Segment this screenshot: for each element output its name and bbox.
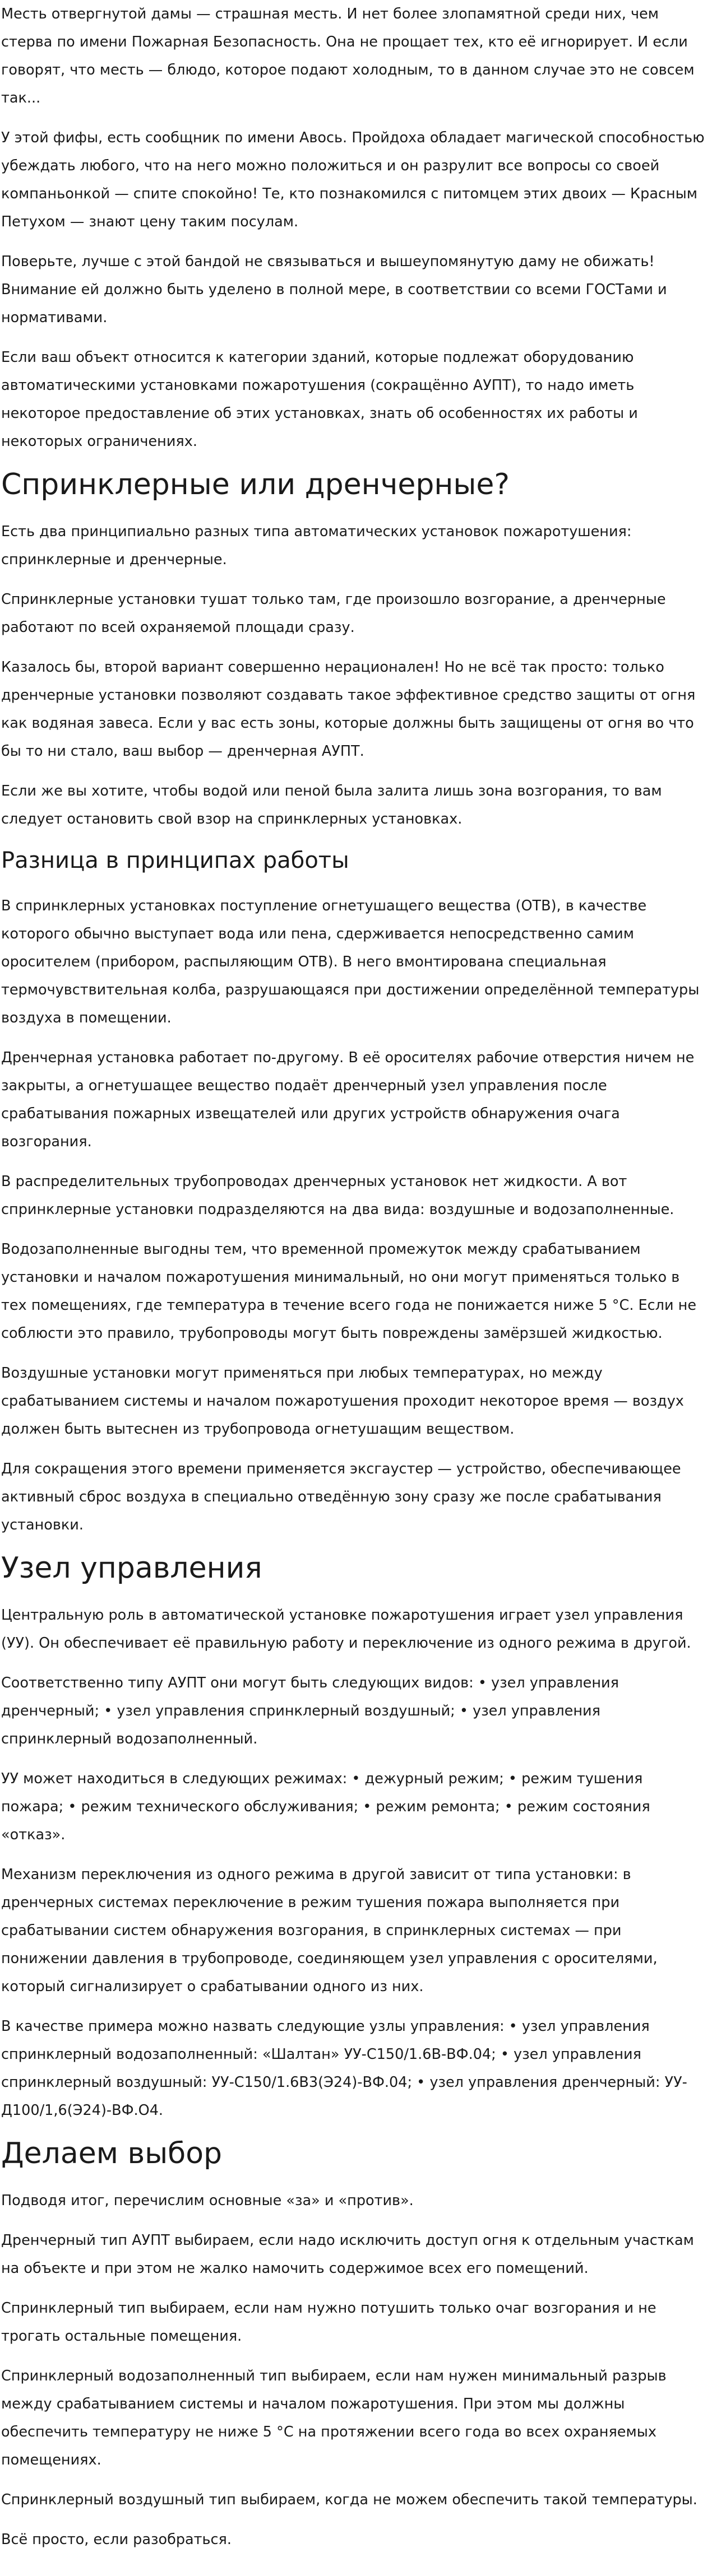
section-heading: Узел управления (1, 1551, 262, 1585)
paragraph: Механизм переключения из одного режима в другой зависит от типа установки: в дренчерных системах переключение в режим тушения пожара выполняется при срабатывании систем обнаружения возгорания, в спринклерных системах — при понижении давления в трубопроводе, соединяющем узел управления с оросителями, который сигнализирует о срабатывании одного из них. (1, 1866, 658, 1995)
subsection-heading: Разница в принципах работы (1, 848, 349, 873)
paragraph: У этой фифы, есть сообщник по имени Авось. Пройдоха обладает магической способностью убеждать любого, что на него можно положиться и он разрулит все вопросы со своей компаньонкой — спите спокойно! Те, кто познакомился с питомцем этих двоих — Красным Петухом — знают цену таким посулам. (1, 129, 705, 230)
paragraph: Воздушные установки могут применяться при любых температурах, но между срабатыванием системы и началом пожаротушения проходит некоторое время — воздух должен быть вытеснен из трубопровода огнетушащим веществом. (1, 1365, 684, 1438)
paragraph: Спринклерный водозаполненный тип выбираем, если нам нужен минимальный разрыв между срабатыванием системы и началом пожаротушения. При этом мы должны обеспечить температуру не ниже 5 °С на протяжении всего года во всех охраняемых помещениях. (1, 2368, 667, 2468)
paragraph: Для сокращения этого времени применяется эксгаустер — устройство, обеспечивающее активный сброс воздуха в специально отведённую зону сразу же после срабатывания установки. (1, 1461, 681, 1533)
paragraph: Центральную роль в автоматической установке пожаротушения играет узел управления (УУ). Он обеспечивает её правильную работу и переключение из одного режима в другой. (1, 1607, 691, 1652)
paragraph: Если ваш объект относится к категории зданий, которые подлежат оборудованию автоматическими установками пожаротушения (сокращённо АУПТ), то надо иметь некоторое предоставление об этих установках, знать об особенностях их работы и некоторых ограничениях. (1, 349, 638, 450)
paragraph: Водозаполненные выгодны тем, что временной промежуток между срабатыванием установки и началом пожаротушения минимальный, но они могут применяться только в тех помещениях, где температура в течение всего года не понижается ниже 5 °С. Если не соблюсти это правило, трубопроводы могут быть повреждены замёрзшей жидкостью. (1, 1241, 697, 1342)
paragraph: Дренчерная установка работает по-другому. В её оросителях рабочие отверстия ничем не закрыты, а огнетушащее вещество подаёт дренчерный узел управления после срабатывания пожарных извещателей или других устройств обнаружения очага возгорания. (1, 1049, 695, 1150)
paragraph: В спринклерных установках поступление огнетушащего вещества (ОТВ), в качестве которого обычно выступает вода или пена, сдерживается непосредственно самим оросителем (прибором, распыляющим ОТВ). В него вмонтирована специальная термочувствительная колба, разрушающаяся при достижении определённой температуры воздуха в помещении. (1, 898, 700, 1026)
section-heading: Делаем выбор (1, 2137, 223, 2170)
paragraph: Соответственно типу АУПТ они могут быть следующих видов: • узел управления дренчерный; • узел управления спринклерный воздушный; • узел управления спринклерный водозаполненный. (1, 1675, 619, 1747)
paragraph: В качестве примера можно назвать следующие узлы управления: • узел управления спринклерный водозаполненный: «Шалтан» УУ-С150/1.6В-ВФ.04; • узел управления спринклерный воздушный: УУ-С150/1.6В3(Э24)-ВФ.04; • узел управления дренчерный: УУ-Д100/1,6(Э24)-ВФ.О4. (1, 2018, 687, 2119)
paragraph: В распределительных трубопроводах дренчерных установок нет жидкости. А вот спринклерные установки подразделяются на два вида: воздушные и водозаполненные. (1, 1173, 674, 1218)
paragraph: Дренчерный тип АУПТ выбираем, если надо исключить доступ огня к отдельным участкам на объекте и при этом не жалко намочить содержимое всех его помещений. (1, 2232, 694, 2277)
paragraph: Подводя итог, перечислим основные «за» и «против». (1, 2192, 414, 2209)
paragraph: УУ может находиться в следующих режимах: • дежурный режим; • режим тушения пожара; • режим технического обслуживания; • режим ремонта; • режим состояния «отказ». (1, 1770, 650, 1843)
paragraph: Спринклерный тип выбираем, если нам нужно потушить только очаг возгорания и не трогать остальные помещения. (1, 2300, 656, 2345)
paragraph: Спринклерный воздушный тип выбираем, когда не можем обеспечить такой температуры. (1, 2491, 697, 2508)
paragraph: Всё просто, если разобраться. (1, 2531, 232, 2548)
paragraph: Казалось бы, второй вариант совершенно нерационален! Но не всё так просто: только дренчерные установки позволяют создавать такое эффективное средство защиты от огня как водяная завеса. Если у вас есть зоны, которые должны быть защищены от огня во что бы то ни стало, ваш выбор — дренчерная АУПТ. (1, 659, 696, 760)
paragraph: Если же вы хотите, чтобы водой или пеной была залита лишь зона возгорания, то вам следует остановить свой взор на спринклерных установках. (1, 783, 662, 827)
paragraph: Спринклерные установки тушат только там, где произошло возгорание, а дренчерные работают по всей охраняемой площади сразу. (1, 591, 666, 636)
section-heading: Спринклерные или дренчерные? (1, 468, 510, 501)
paragraph: Месть отвергнутой дамы — страшная месть. И нет более злопамятной среди них, чем стерва по имени Пожарная Безопасность. Она не прощает тех, кто её игнорирует. И если говорят, что месть — блюдо, которое подают холодным, то в данном случае это не совсем так... (1, 6, 695, 106)
paragraph: Поверьте, лучше с этой бандой не связываться и вышеупомянутую даму не обижать! Внимание ей должно быть уделено в полной мере, в соответствии со всеми ГОСТами и нормативами. (1, 253, 667, 326)
paragraph: Есть два принципиально разных типа автоматических установок пожаротушения: спринклерные и дренчерные. (1, 523, 632, 568)
